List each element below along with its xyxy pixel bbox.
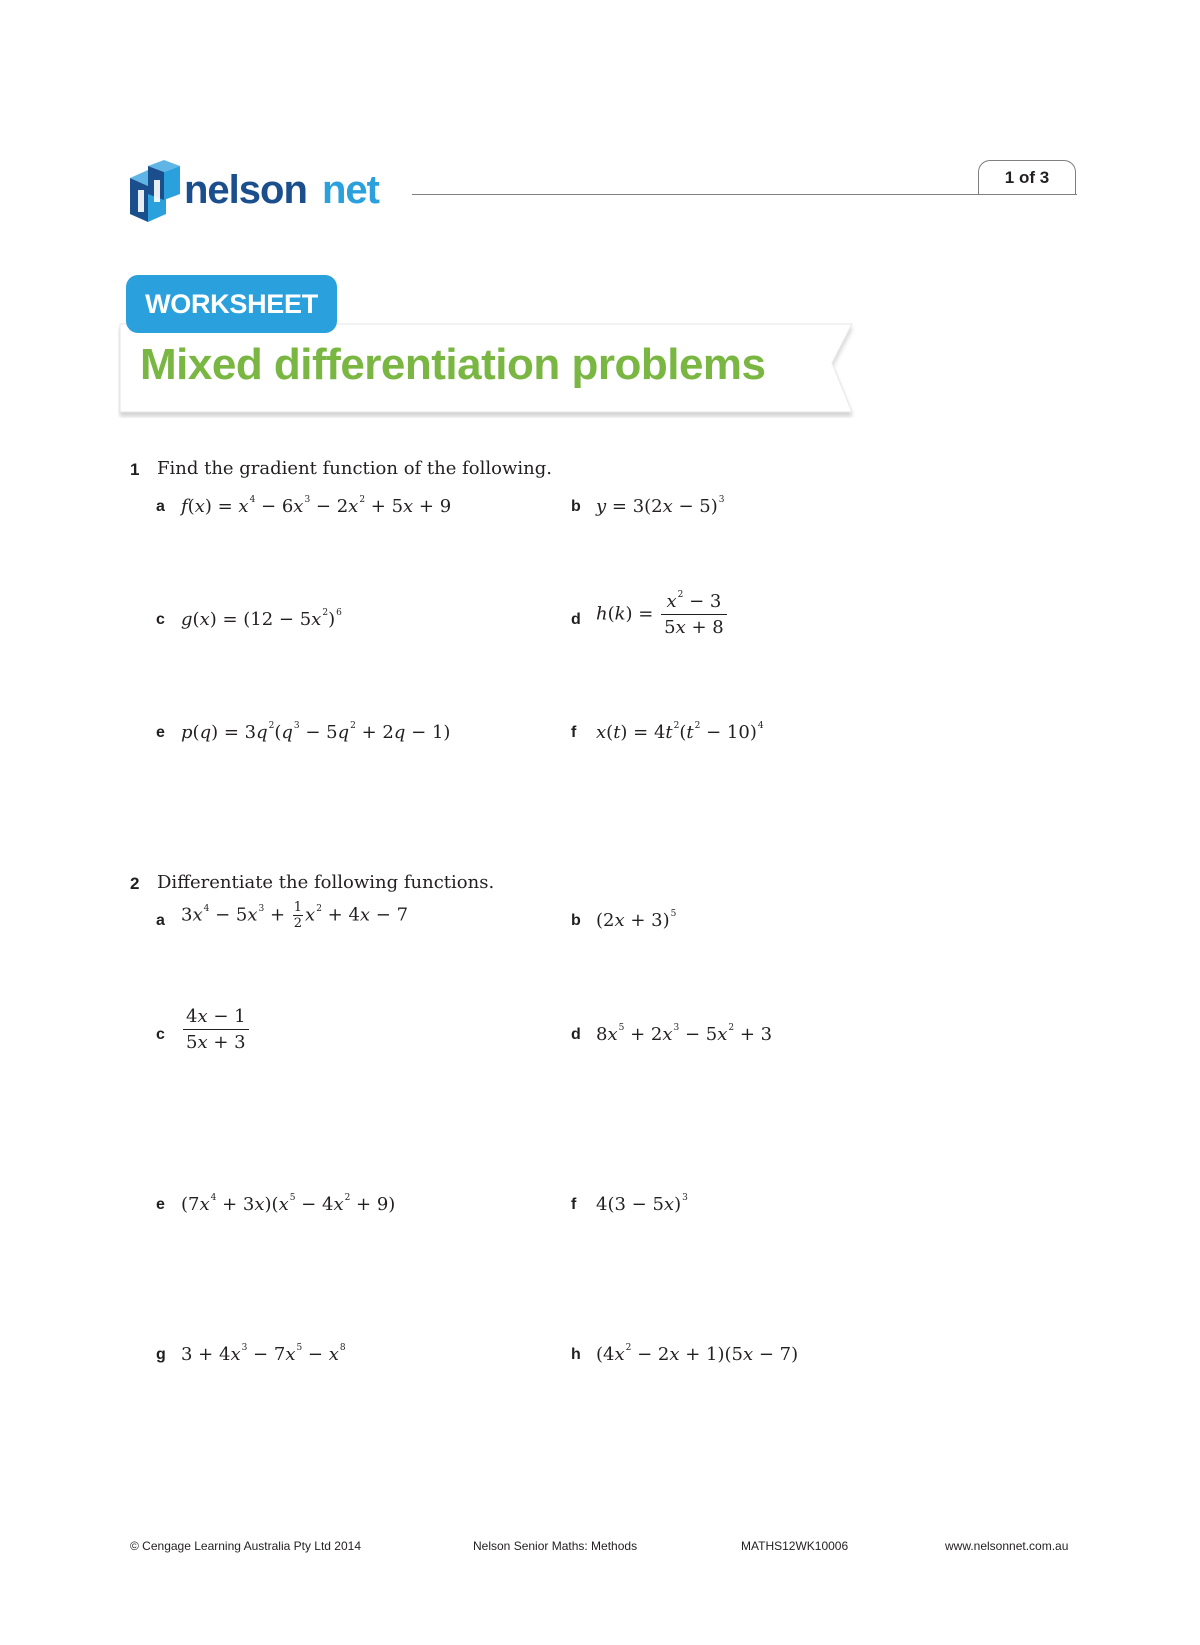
expression: $p(q) = 3q^2(q^3 - 5q^2 + 2q - 1)$ (181, 721, 451, 743)
expression: $3 + 4x^3 - 7x^5 - x^8$ (181, 1343, 346, 1365)
expression: $g(x) = (12 - 5x^2)^6$ (181, 608, 342, 630)
part-label: f (571, 1196, 577, 1213)
expression: $(4x^2 - 2x + 1)(5x - 7)$ (596, 1343, 799, 1365)
expression: $(2x + 3)^5$ (596, 909, 677, 931)
footer-copyright: © Cengage Learning Australia Pty Ltd 2014 (130, 1539, 361, 1553)
footer-course: Nelson Senior Maths: Methods (473, 1539, 638, 1553)
part-label: e (156, 724, 165, 741)
part-label: d (571, 611, 581, 628)
part-label: b (571, 498, 581, 515)
page-title: Mixed differentiation problems (140, 340, 766, 389)
part-label: a (156, 912, 165, 929)
expression: $8x^5 + 2x^3 - 5x^2 + 3$ (596, 1023, 773, 1045)
expression: $x(t) = 4t^2(t^2 - 10)^4$ (596, 721, 764, 743)
part-label: h (571, 1346, 581, 1363)
expression: $(7x^4 + 3x)(x^5 - 4x^2 + 9)$ (181, 1193, 396, 1215)
page-indicator: 1 of 3 (978, 160, 1076, 194)
logo-text-dark: nelson (184, 168, 307, 212)
expression: $4(3 - 5x)^3$ (596, 1193, 688, 1215)
part-label: d (571, 1026, 581, 1043)
part-label: g (156, 1346, 166, 1363)
expression: $f(x) = x^4 - 6x^3 - 2x^2 + 5x + 9$ (181, 495, 452, 517)
expression: $3x^4 - 5x^3$ + $\frac{1}{2}$ $x^2 + 4x - 7$ (181, 900, 409, 931)
expression: h(k) = $\frac{x^2 - 3}{5x + 8}$ (596, 591, 729, 638)
expression: $\frac{4x - 1}{5x + 3}$ (181, 1006, 251, 1053)
worksheet-badge: WORKSHEET (126, 275, 337, 333)
footer-website-link[interactable]: www.nelsonnet.com.au (945, 1539, 1069, 1553)
question-instruction: Find the gradient function of the following. (157, 458, 552, 479)
expression: $y = 3(2x - 5)^3$ (596, 495, 725, 517)
cube-logo-icon (126, 158, 416, 228)
part-label: e (156, 1196, 165, 1213)
question-instruction: Differentiate the following functions. (157, 872, 495, 893)
question-number: 2 (130, 874, 140, 893)
part-label: f (571, 724, 577, 741)
question-number: 1 (130, 460, 140, 479)
part-label: b (571, 912, 581, 929)
part-label: c (156, 611, 165, 628)
part-label: a (156, 498, 165, 515)
header-rule (412, 194, 1077, 195)
logo-text-light: net (322, 168, 379, 212)
nelsonnet-logo (126, 158, 416, 228)
footer-code: MATHS12WK10006 (741, 1539, 849, 1553)
part-label: c (156, 1026, 165, 1043)
